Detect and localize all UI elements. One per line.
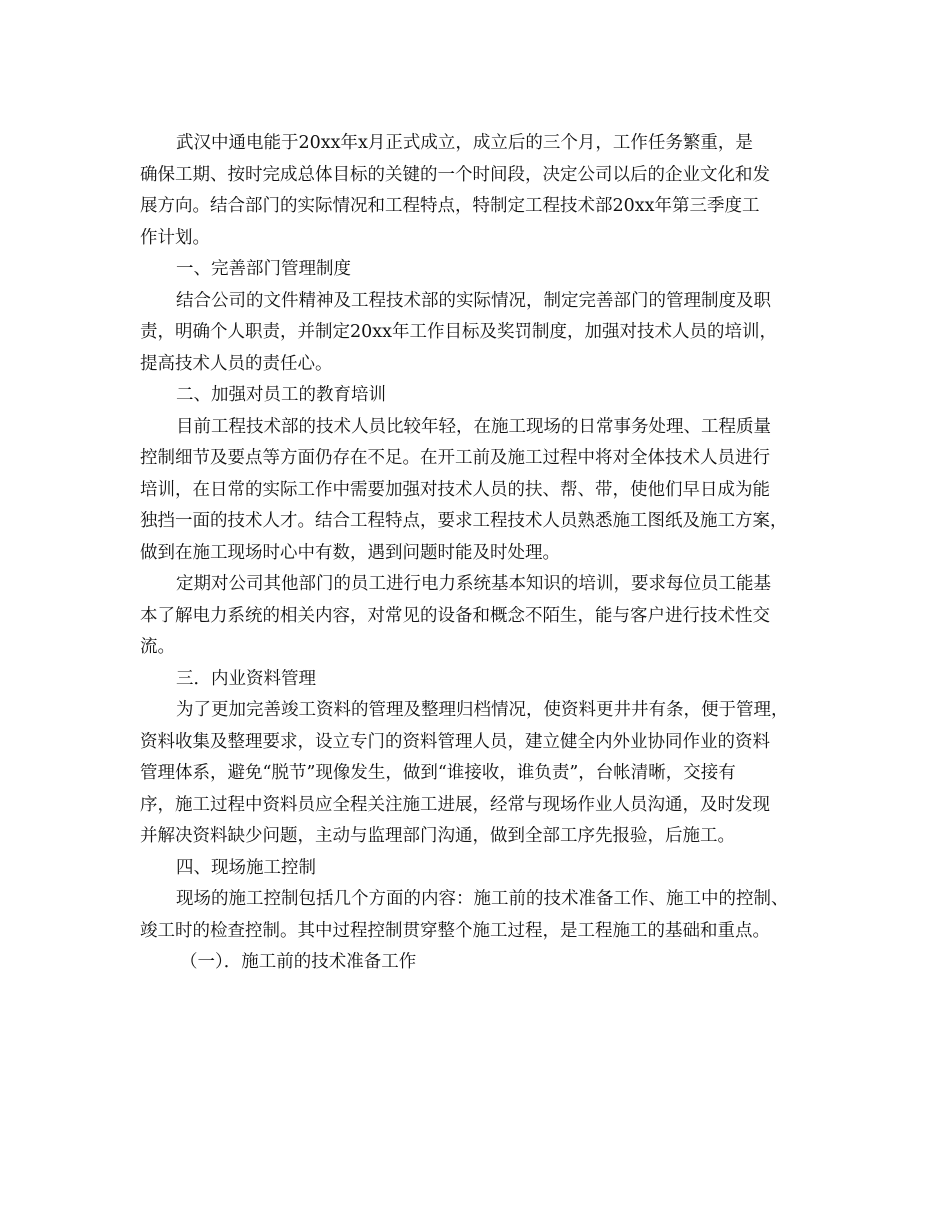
paragraph-line: 武汉中通电能于20xx年x月正式成立，成立后的三个月，工作任务繁重，是 <box>176 133 753 153</box>
paragraph-line: 本了解电力系统的相关内容，对常见的设备和概念不陌生，能与客户进行技术性交 <box>140 605 770 626</box>
paragraph-line: 责，明确个人职责，并制定20xx年工作目标及奖罚制度，加强对技术人员的培训， <box>140 322 778 342</box>
section-heading: 二、加强对员工的教育培训 <box>176 385 386 405</box>
paragraph-line: 提高技术人员的责任心。 <box>140 353 333 374</box>
paragraph-line: 展方向。结合部门的实际情况和工程特点，特制定工程技术部20xx年第三季度工 <box>140 196 760 216</box>
section-heading: 四、现场施工控制 <box>176 857 316 878</box>
paragraph-line: 序，施工过程中资料员应全程关注施工进展，经常与现场作业人员沟通，及时发现 <box>140 794 770 815</box>
paragraph-line: 管理体系，避免“脱节”现像发生，做到“谁接收，谁负责”，台帐清晰，交接有 <box>140 763 736 783</box>
paragraph-line: 独挡一面的技术人才。结合工程特点，要求工程技术人员熟悉施工图纸及施工方案， <box>140 511 788 531</box>
paragraph-line: 竣工时的检查控制。其中过程控制贯穿整个施工过程，是工程施工的基础和重点。 <box>140 920 770 941</box>
subsection-heading: （一）．施工前的技术准备工作 <box>180 952 417 972</box>
paragraph-line: 为了更加完善竣工资料的管理及整理归档情况，使资料更井井有条，便于管理， <box>176 700 789 720</box>
paragraph-line: 现场的施工控制包括几个方面的内容：施工前的技术准备工作、施工中的控制、 <box>176 889 789 909</box>
paragraph-line: 做到在施工现场时心中有数，遇到问题时能及时处理。 <box>140 542 560 563</box>
section-heading: 一、完善部门管理制度 <box>176 259 351 279</box>
paragraph-line: 资料收集及整理要求，设立专门的资料管理人员，建立健全内外业协同作业的资料 <box>140 731 770 752</box>
paragraph-line: 作计划。 <box>140 227 210 248</box>
paragraph-line: 并解决资料缺少问题，主动与监理部门沟通，做到全部工序先报验，后施工。 <box>140 826 735 846</box>
paragraph-line: 定期对公司其他部门的员工进行电力系统基本知识的培训，要求每位员工能基 <box>176 574 771 594</box>
paragraph-line: 确保工期、按时完成总体目标的关键的一个时间段，决定公司以后的企业文化和发 <box>140 164 770 185</box>
paragraph-line: 结合公司的文件精神及工程技术部的实际情况，制定完善部门的管理制度及职 <box>176 290 771 311</box>
section-heading: 三．内业资料管理 <box>176 668 316 689</box>
document-body <box>140 128 830 979</box>
paragraph-line: 培训，在日常的实际工作中需要加强对技术人员的扶、帮、带，使他们早日成为能 <box>140 479 770 500</box>
paragraph-line: 控制细节及要点等方面仍存在不足。在开工前及施工过程中将对全体技术人员进行 <box>140 448 770 468</box>
paragraph-line: 目前工程技术部的技术人员比较年轻，在施工现场的日常事务处理、工程质量 <box>176 416 771 437</box>
paragraph-line: 流。 <box>140 637 175 657</box>
